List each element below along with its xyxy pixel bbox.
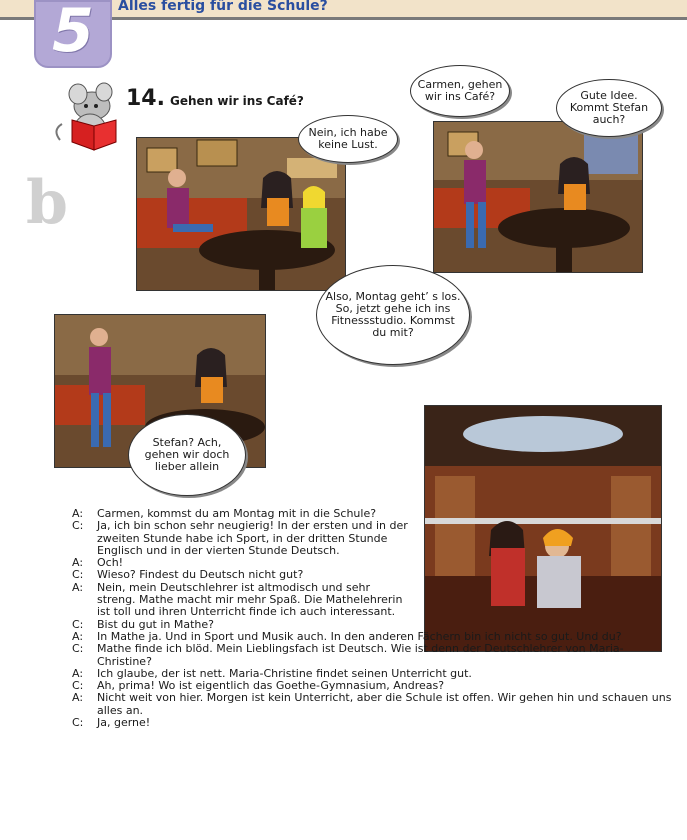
dialogue-line xyxy=(72,582,410,619)
speech-bubble-good-idea: Gute Idee. Kommt Stefan auch? xyxy=(556,79,662,137)
speaker-label: A: xyxy=(72,629,84,643)
speech-bubble-go-to-cafe: Carmen, gehen wir ins Café? xyxy=(410,65,510,117)
exercise-number: 14. xyxy=(126,86,165,111)
speaker-label: C: xyxy=(72,568,84,582)
speech-bubble-stefan: Stefan? Ach, gehen wir doch lieber allein xyxy=(128,414,246,496)
speaker-label: A: xyxy=(72,580,84,594)
dialogue-text-line: Bist du gut in Mathe? xyxy=(97,617,215,631)
unit-title: Alles fertig für die Schule? xyxy=(118,0,328,14)
dialogue-text-line: Ich glaube, der ist nett. Maria-Christine findet seinen Unterricht gut. xyxy=(97,666,472,680)
speaker-label: A: xyxy=(72,666,84,680)
speaker-label: A: xyxy=(72,556,84,570)
dialogue-text-line: Ja, gerne! xyxy=(97,716,151,730)
dialogue-text-line: Ah, prima! Wo ist eigentlich das Goethe-Gymnasium, Andreas? xyxy=(97,679,445,693)
unit-number: 5 xyxy=(52,0,94,66)
speaker-label: C: xyxy=(72,519,84,533)
dialogue-text-line: Nicht weit von hier. Morgen ist kein Unterricht, aber die Schule ist offen. Wir gehen hin und schauen uns alles an. xyxy=(97,691,672,717)
speaker-label: C: xyxy=(72,617,84,631)
dialogue-text-line: Carmen, kommst du am Montag mit in die Schule? xyxy=(97,507,377,520)
dialogue-text xyxy=(72,508,672,729)
speech-bubble-monday: Also, Montag geht’ s los. So, jetzt gehe ich ins Fitnessstudio. Kommst du mit? xyxy=(316,265,470,365)
speech-bubble-no-desire: Nein, ich habe keine Lust. xyxy=(298,115,398,163)
speaker-label: C: xyxy=(72,642,84,656)
speaker-label: C: xyxy=(72,679,84,693)
dialogue-line xyxy=(72,569,410,581)
dialogue-text-line: Mathe finde ich blöd. Mein Lieblingsfach ist Deutsch. Wie ist denn der Deutschlehrer von Maria-Christine? xyxy=(97,642,624,668)
mouse-reading-mascot-icon xyxy=(50,80,130,152)
dialogue-text-line: In Mathe ja. Und in Sport und Musik auch. In den anderen Fächern bin ich nicht so gut. Und du? xyxy=(97,629,622,643)
dialogue-line xyxy=(72,717,672,729)
dialogue-line xyxy=(72,643,672,668)
dialogue-text-line: Nein, mein Deutschlehrer ist altmodisch und sehr streng. Mathe macht mir mehr Spaß. Die Mathelehrerin ist toll und ihren Unterricht finde ich auch interessant. xyxy=(97,580,403,619)
speaker-label: A: xyxy=(72,507,84,520)
dialogue-text-line: Ja, ich bin schon sehr neugierig! In der ersten und in der zweiten Stunde habe ich Sport, in der dritten Stunde Englisch und in der vierten Stunde Deutsch. xyxy=(97,519,408,557)
dialogue-line xyxy=(72,520,410,557)
speaker-label: A: xyxy=(72,691,84,705)
comic-photo-1 xyxy=(136,137,346,291)
unit-badge xyxy=(34,0,112,68)
dialogue-text-line: Wieso? Findest du Deutsch nicht gut? xyxy=(97,568,304,582)
dialogue-line xyxy=(72,692,672,717)
speaker-label: C: xyxy=(72,716,84,730)
comic-photo-2 xyxy=(433,121,643,273)
dialogue-text-line: Och! xyxy=(97,556,124,570)
section-letter: b xyxy=(26,168,68,238)
exercise-title: Gehen wir ins Café? xyxy=(170,94,304,108)
